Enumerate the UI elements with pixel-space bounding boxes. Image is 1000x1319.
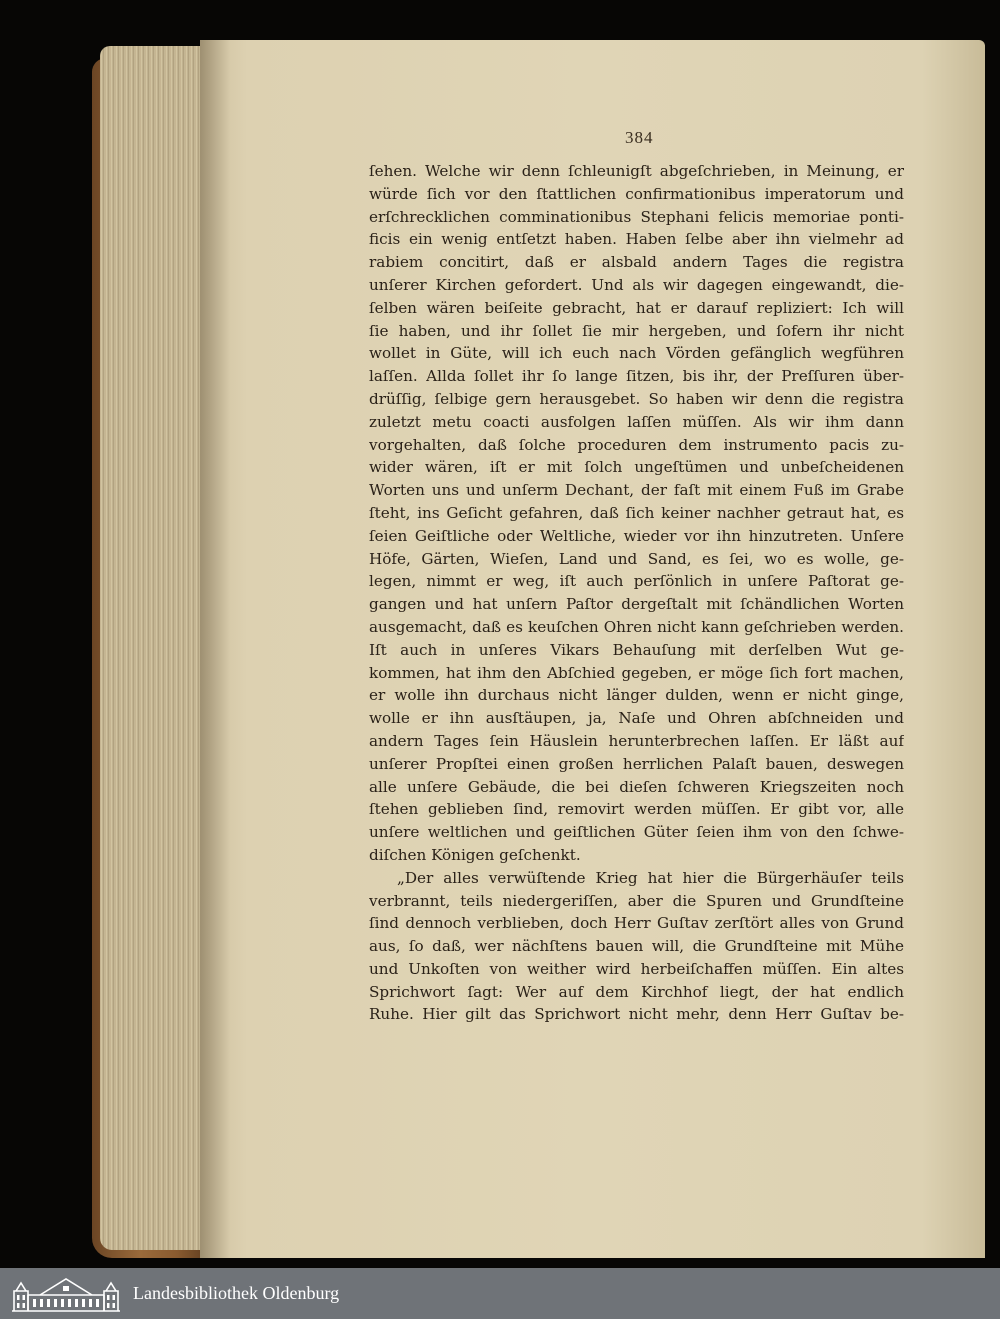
text-line: legen, nimmt er weg, iſt auch perſönlich in unſere Paſtorat ge- — [369, 572, 904, 591]
text-line: laſſen. Allda ſollet ihr ſo lange ſitzen, bis ihr, der Preſſuren über- — [369, 367, 904, 386]
text-line: diſchen Königen geſchenkt. — [369, 845, 581, 864]
text-line: er wolle ihn durchaus nicht länger dulden, wenn er nicht ginge, — [369, 686, 904, 705]
text-line: Iſt auch in unſeres Vikars Behauſung mit derſelben Wut ge- — [369, 640, 904, 659]
text-line: unſerer Kirchen gefordert. Und als wir dagegen eingewandt, die- — [369, 275, 904, 294]
text-line: Worten uns und unſerm Dechant, der faſt mit einem Fuß im Grabe — [369, 481, 904, 500]
text-line: ausgemacht, daß es keuſchen Ohren nicht kann geſchrieben werden. — [369, 617, 904, 636]
text-line: ſeien Geiſtliche oder Weltliche, wieder vor ihn hinzutreten. Unſere — [369, 526, 904, 545]
text-line: zuletzt metu coacti ausfolgen laſſen müſſen. Als wir ihm dann — [369, 412, 904, 431]
library-building-logo-icon — [10, 1275, 122, 1313]
text-line: unſerer Propſtei einen großen herrlichen Palaſt bauen, deswegen — [369, 754, 904, 773]
text-line: wolle er ihn ausſtäupen, ja, Naſe und Ohren abſchneiden und — [369, 709, 904, 728]
text-line: gangen und hat unſern Paſtor dergeſtalt mit ſchändlichen Worten — [369, 595, 904, 614]
text-line: Höfe, Gärten, Wieſen, Land und Sand, es ſei, wo es wolle, ge- — [369, 549, 904, 568]
text-line: würde ſich vor den ſtattlichen confirmationibus imperatorum und — [369, 184, 904, 203]
page-text — [369, 160, 904, 1026]
text-line: erſchrecklichen comminationibus Stephani felicis memoriae ponti- — [369, 207, 904, 226]
library-name: Landesbibliothek Oldenburg — [133, 1283, 340, 1303]
text-line: ſelben wären beiſeite gebracht, hat er darauf repliziert: Ich will — [369, 298, 904, 317]
text-line: Sprichwort ſagt: Wer auf dem Kirchhof liegt, der hat endlich — [369, 982, 904, 1001]
text-line: ſteht, ins Geſicht gefahren, daß ſich keiner nachher getraut hat, es — [369, 503, 904, 522]
text-line: aus, ſo daß, wer nächſtens bauen will, die Grundſteine mit Mühe — [369, 937, 904, 956]
text-line: kommen, hat ihm den Abſchied gegeben, er möge ſich fort machen, — [369, 663, 904, 682]
text-line: wollet in Güte, will ich euch nach Vörden gefänglich wegführen — [369, 344, 904, 363]
text-line: ſehen. Welche wir denn ſchleunigſt abgeſchrieben, in Meinung, er — [369, 162, 904, 180]
text-line: ſtehen geblieben ſind, removirt werden müſſen. Er gibt vor, alle — [369, 800, 904, 819]
text-line: alle unſere Gebäude, die bei dieſen ſchweren Kriegszeiten noch — [369, 777, 904, 796]
text-line: rabiem concitirt, daß er alsbald andern Tages die registra — [369, 253, 904, 272]
page-edges — [100, 46, 212, 1250]
page-number: 384 — [625, 128, 654, 147]
text-line: ſie haben, und ihr ſollet ſie mir hergeben, und ſofern ihr nicht — [369, 321, 904, 340]
text-line: ſind dennoch verblieben, doch Herr Guſtav zerſtört alles von Grund — [369, 914, 904, 933]
gutter-shadow — [200, 40, 230, 1258]
text-line: vorgehalten, daß ſolche proceduren dem instrumento pacis zu- — [369, 435, 904, 454]
text-line: „Der alles verwüſtende Krieg hat hier die Bürgerhäuſer teils — [397, 868, 904, 887]
text-line: und Unkoſten von weither wird herbeiſchaffen müſſen. Ein altes — [369, 959, 904, 978]
text-line: unſere weltlichen und geiſtlichen Güter ſeien ihm von den ſchwe- — [369, 823, 904, 842]
text-line: ficis ein wenig entſetzt haben. Haben ſelbe aber ihn vielmehr ad — [369, 230, 904, 249]
text-line: drüſſig, ſelbige gern herausgebet. So haben wir denn die registra — [369, 389, 904, 408]
text-line: wider wären, iſt er mit ſolch ungeſtümen und unbeſcheidenen — [369, 458, 904, 477]
text-line: Ruhe. Hier gilt das Sprichwort nicht mehr, denn Herr Guſtav be- — [369, 1005, 904, 1024]
text-line: verbrannt, teils niedergeriſſen, aber die Spuren und Grundſteine — [369, 891, 904, 910]
text-line: andern Tages ſein Häuslein herunterbrechen laſſen. Er läßt auf — [369, 731, 904, 750]
